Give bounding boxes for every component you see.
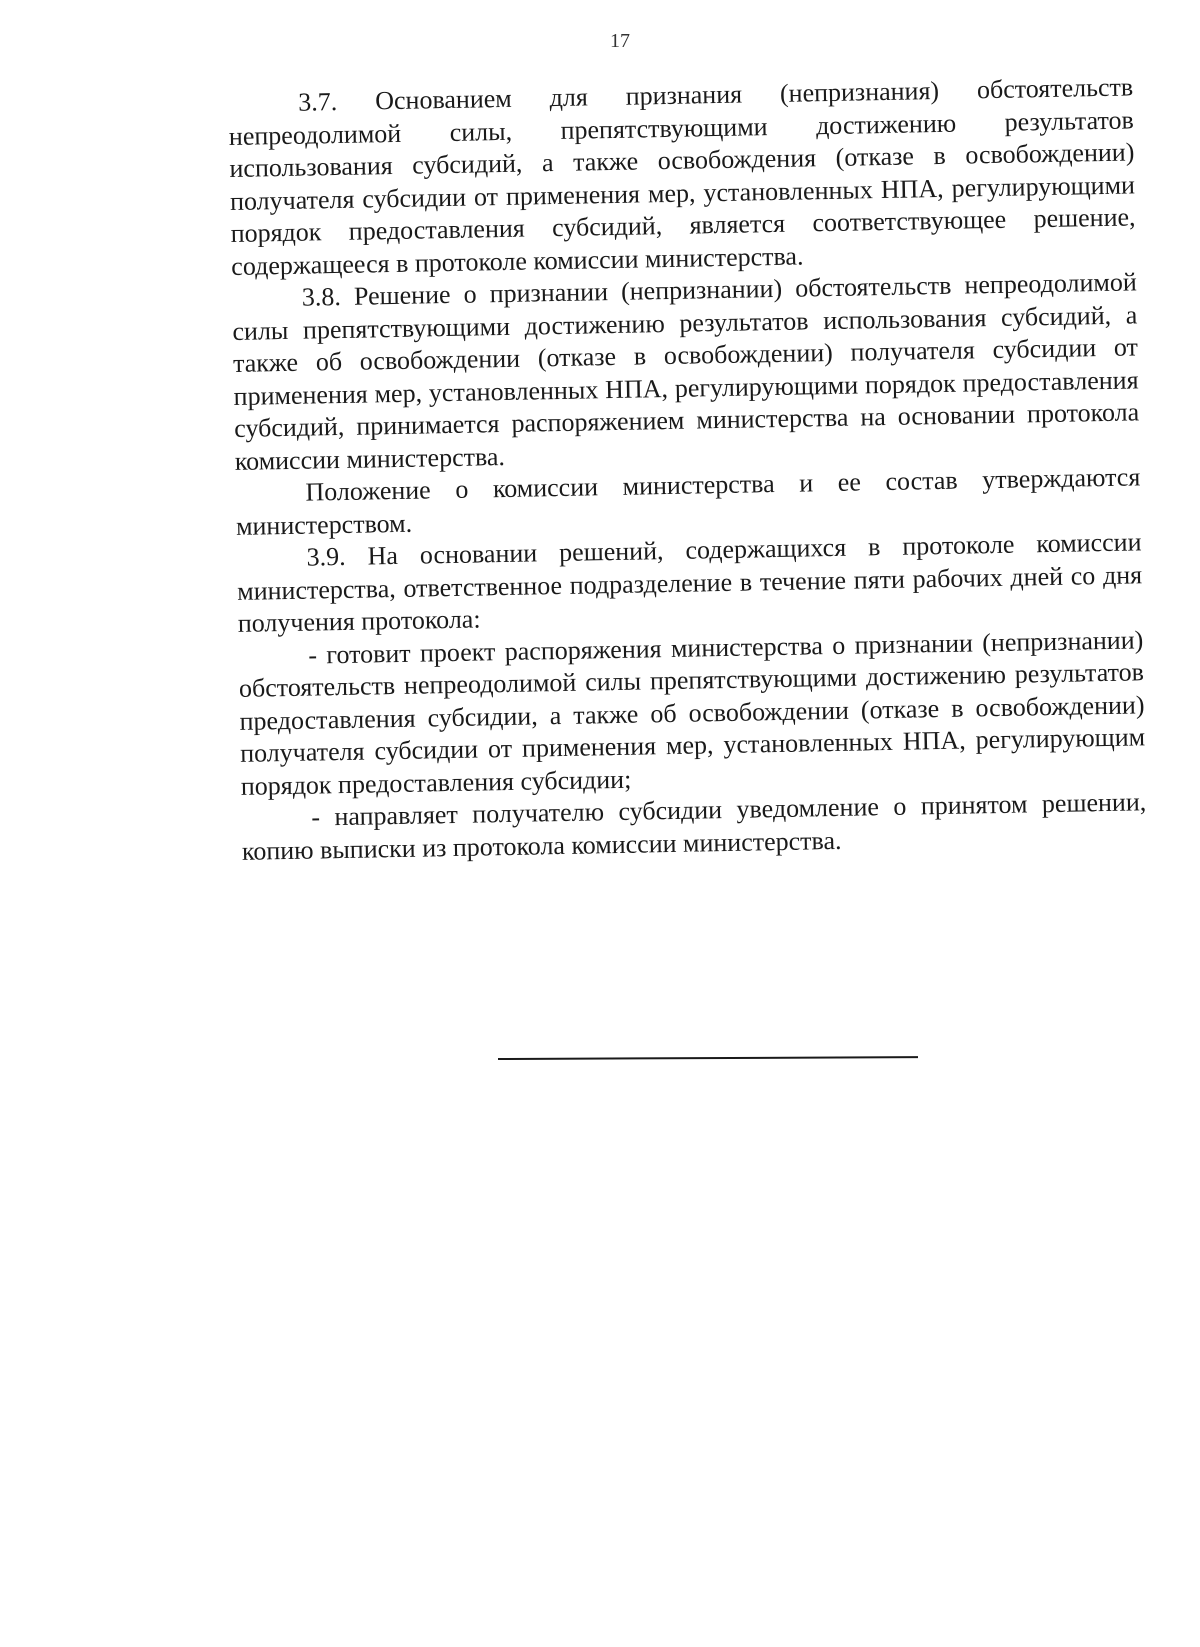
list-item-send-notice: - направляет получателю субсидии уведомление о принятом решении, копию выписки из протокола комиссии министерства. [241,787,1147,866]
page-number: 17 [610,30,630,52]
paragraph-3-9: 3.9. На основании решений, содержащихся в протоколе комиссии министерства, ответственное подразделение в течение пяти рабочих дней со дня получения протокола: [236,527,1143,638]
closing-divider [498,1056,918,1060]
document-body [228,71,1147,867]
paragraph-commission-regulation: Положение о комиссии министерства и ее состав утверждаются министерством. [235,462,1141,541]
paragraph-3-8: 3.8. Решение о признании (непризнании) обстоятельств непреодолимой силы препятствующими достижению результатов использования субсидий, а также об освобождении (отказе в освобождении) получателя субсидии от применения мер, установленных НПА, регулирующими порядок предоставления субсидий, принимается распоряжением министерства на основании протокола комиссии министерства. [232,267,1140,476]
list-item-prepare-order: - готовит проект распоряжения министерства о признании (непризнании) обстоятельств непреодолимой силы препятствующими достижению результатов предоставления субсидии, а также об освобождении (отказе в освобождении) получателя субсидии от применения мер, установленных НПА, регулирующим порядок предоставления субсидии; [238,624,1146,801]
paragraph-3-7: 3.7. Основанием для признания (непризнания) обстоятельств непреодолимой силы, препятствующими достижению результатов использования субсидий, а также освобождения (отказе в освобождении) получателя субсидии от применения мер, установленных НПА, регулирующими порядок предоставления субсидий, является соответствующее решение, содержащееся в протоколе комиссии министерства. [228,72,1136,281]
